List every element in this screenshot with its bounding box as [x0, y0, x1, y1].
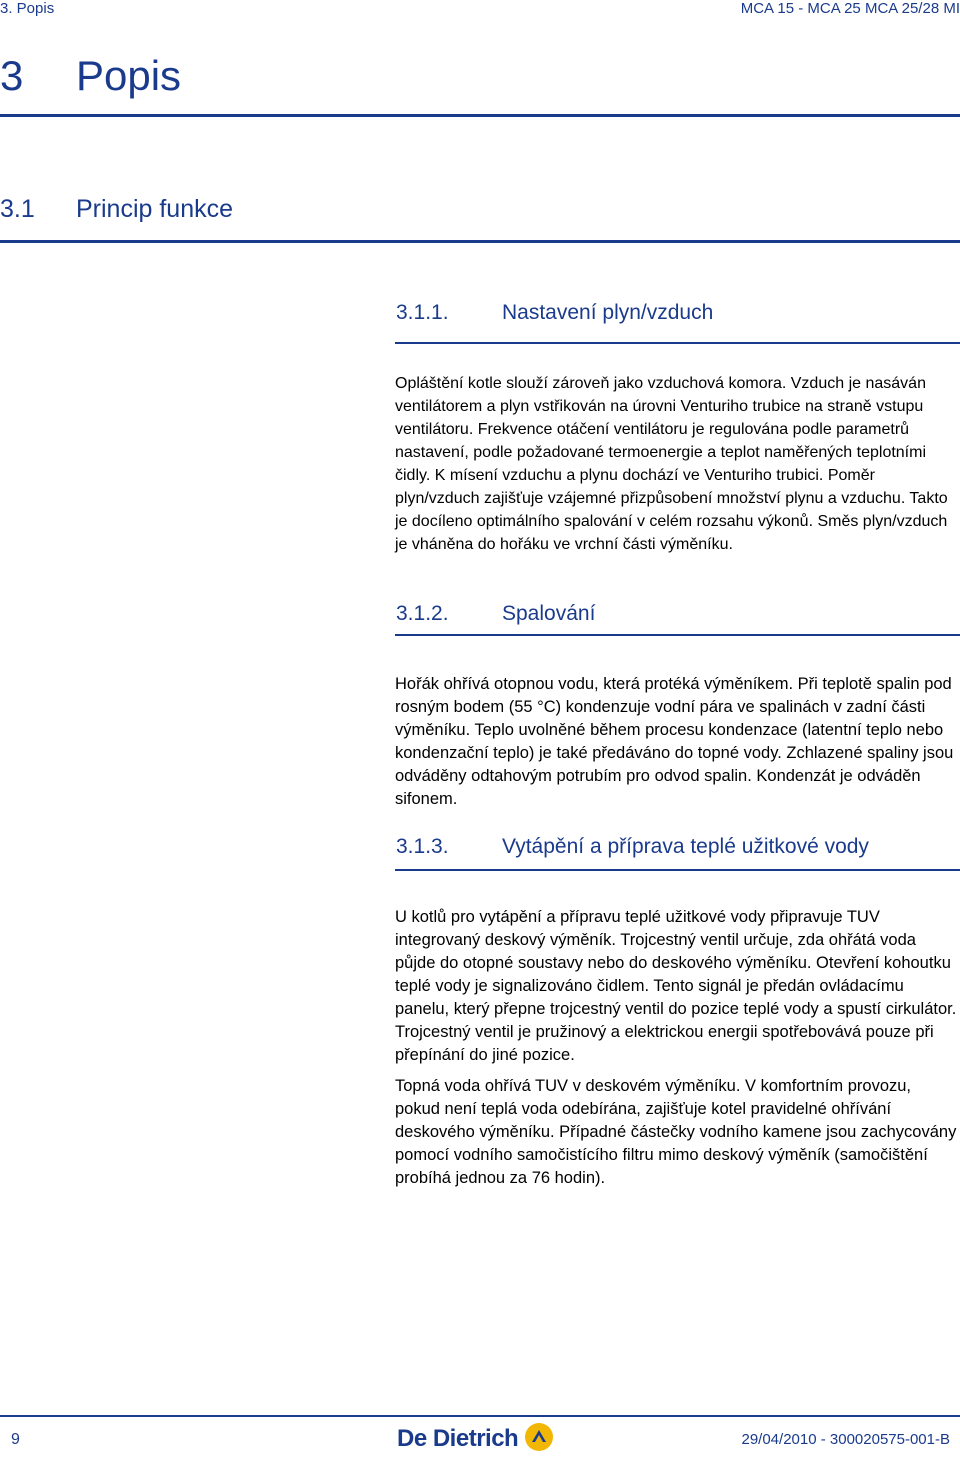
paragraph-heating-dhw-1: U kotlů pro vytápění a přípravu teplé užitkové vody připravuje TUV integrovaný deskový výměník. Trojcestný ventil určuje, zda ohřátá voda půjde do otopné soustavy nebo do deskového výměníku. Otevření kohoutku teplé vody je signalizováno čidlem. Tento signál je předán ovládacímu panelu, který přepne trojcestný ventil do pozice teplé vody a spustí cirkulátor. Trojcestný ventil je pružinový a elektrickou energii spotřebovává pouze při přepínání do jiné pozice. — [395, 908, 957, 1064]
logo-mark-icon — [524, 1422, 554, 1457]
running-header-right: MCA 15 - MCA 25 MCA 25/28 MI — [740, 0, 960, 17]
subsection-number: 3.1.1. — [396, 301, 449, 324]
running-header-left: 3. Popis — [0, 0, 55, 17]
chapter-rule — [0, 114, 960, 117]
subsection-number: 3.1.2. — [396, 602, 449, 625]
subsection-number: 3.1.3. — [396, 835, 449, 858]
brand-logo — [397, 1421, 554, 1457]
document-reference: 29/04/2010 - 300020575-001-B — [741, 1431, 950, 1448]
subsection-title: Spalování — [502, 602, 596, 625]
subsection-title: Vytápění a příprava teplé užitkové vody — [502, 835, 869, 858]
chapter-heading — [0, 52, 181, 100]
page-number: 9 — [11, 1431, 20, 1448]
paragraph-heating-dhw-2: Topná voda ohřívá TUV v deskovém výměníku. V komfortním provozu, pokud není teplá voda odebírána, zajišťuje kotel pravidelné ohřívání deskového výměníku. Případné částečky vodního kamene jsou zachycovány pomocí vodního samočistícího filtru mimo deskový výměník (samočištění probíhá jednou za 76 hodin). — [395, 1077, 957, 1187]
subsection-title: Nastavení plyn/vzduch — [502, 301, 714, 324]
subsection-rule-3 — [395, 869, 960, 871]
paragraph-combustion: Hořák ohřívá otopnou vodu, která protéká výměníkem. Při teplotě spalin pod rosným bodem (55 °C) kondenzuje vodní pára ve spalinách v zadní části výměníku. Teplo uvolněné během procesu kondenzace (latentní teplo nebo kondenzační teplo) je také předáváno do topné vody. Zchlazené spaliny jsou odváděny odtahovým potrubím pro odvod spalin. Kondenzát je odváděn sifonem. — [395, 675, 954, 808]
section-rule — [0, 240, 960, 243]
section-number: 3.1 — [0, 195, 35, 223]
subsection-rule-1 — [395, 342, 960, 344]
subsection-heading-1 — [396, 301, 713, 325]
section-heading — [0, 195, 233, 224]
chapter-title: Popis — [76, 52, 182, 99]
logo-wordmark: De Dietrich — [397, 1425, 519, 1452]
paragraph-gas-air: Opláštění kotle slouží zároveň jako vzduchová komora. Vzduch je nasáván ventilátorem a plyn vstřikován na úrovni Venturiho trubice na straně vstupu ventilátoru. Frekvence otáčení ventilátoru je regulována podle parametrů nastavení, podle požadované termoenergie a teplot naměřených teplotními čidly. K mísení vzduchu a plynu dochází ve Venturiho trubici. Poměr plyn/vzduch zajišťuje vzájemné přizpůsobení množství plynu a vzduchu. Takto je docíleno optimálního spalování v celém rozsahu výkonů. Směs plyn/vzduch je vháněna do hořáku ve vrchní části výměníku. — [395, 375, 948, 553]
subsection-heading-3 — [396, 835, 869, 859]
subsection-rule-2 — [395, 634, 960, 636]
footer-rule — [0, 1415, 960, 1417]
section-title: Princip funkce — [76, 195, 234, 223]
chapter-number: 3 — [0, 52, 24, 99]
subsection-heading-2 — [396, 602, 595, 626]
